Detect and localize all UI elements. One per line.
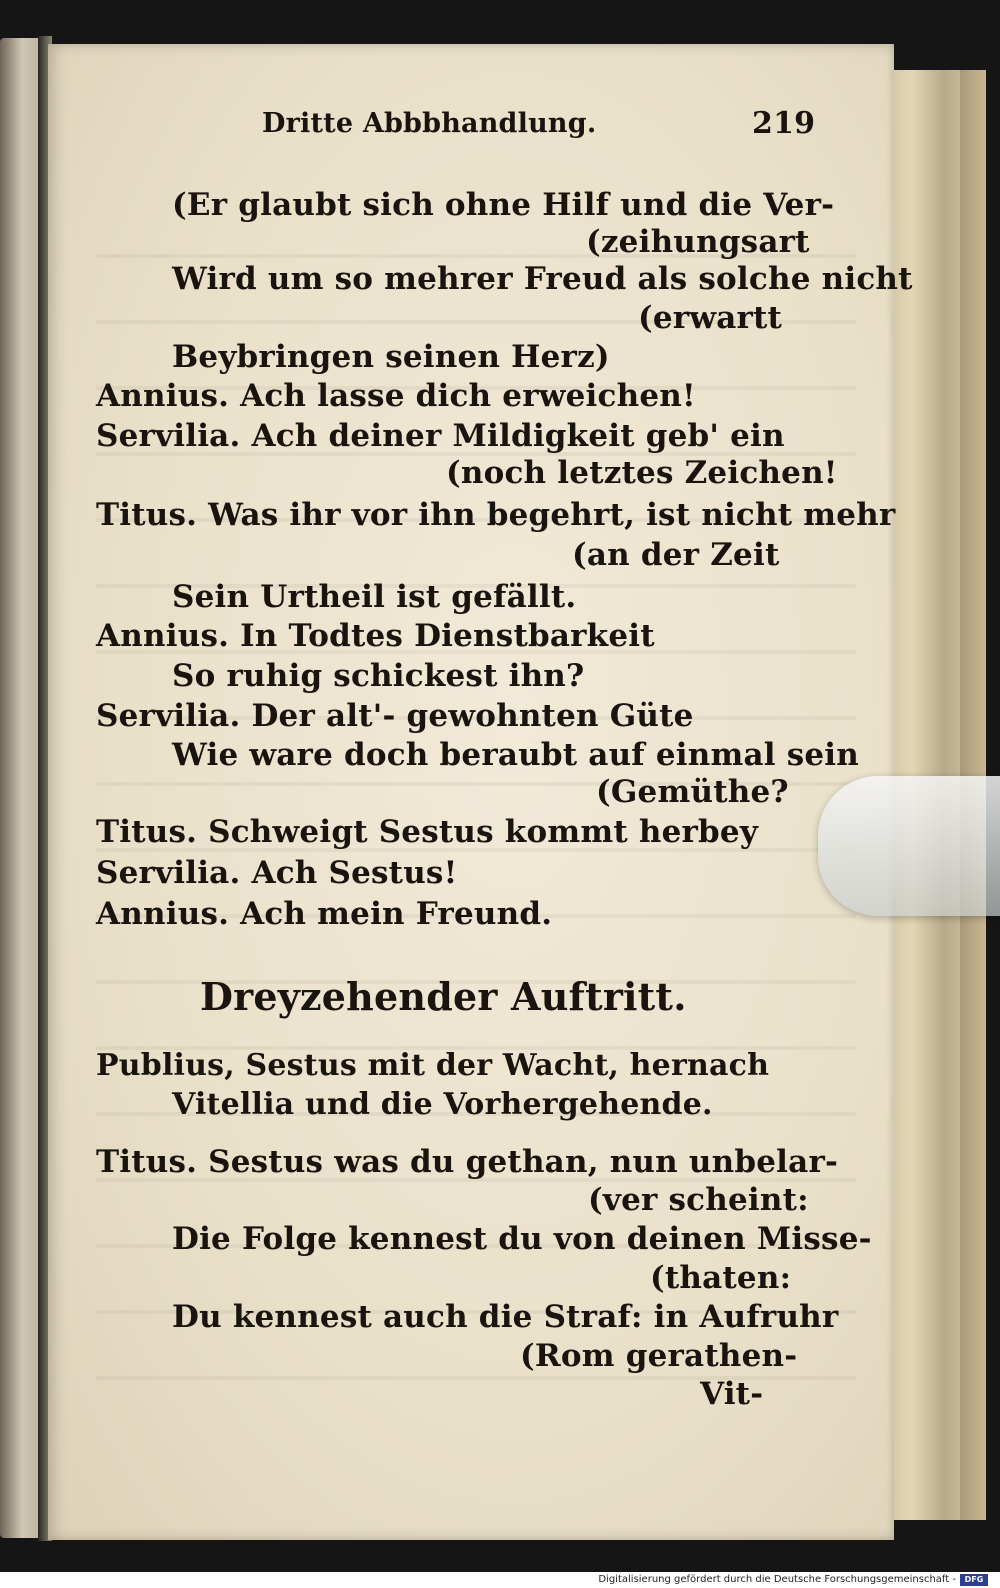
verse-line: (an der Zeit — [572, 537, 780, 573]
speaker-line: Titus. Schweigt Sestus kommt herbey — [96, 814, 759, 850]
speaker-line: Annius. Ach lasse dich erweichen! — [96, 378, 696, 414]
verse-line: (thaten: — [650, 1260, 792, 1296]
verse-line: So ruhig schickest ihn? — [172, 658, 585, 694]
scene-heading: Dreyzehender Auftritt. — [200, 974, 687, 1019]
catchword: Vit- — [700, 1376, 764, 1412]
verse-line: Sein Urtheil ist gefällt. — [172, 579, 577, 615]
funding-credit: Digitalisierung gefördert durch die Deutsche Forschungsgemeinschaft - — [598, 1574, 956, 1585]
verse-line: Beybringen seinen Herz) — [172, 339, 610, 375]
speaker-line: Servilia. Ach Sestus! — [96, 855, 458, 891]
verse-line: (erwartt — [638, 300, 783, 336]
verse-line: (Gemüthe? — [596, 774, 789, 810]
speaker-line: Titus. Was ihr vor ihn begehrt, ist nicht mehr — [96, 497, 896, 533]
verse-line: Wird um so mehrer Freud als solche nicht — [172, 261, 913, 297]
verse-line: (ver scheint: — [588, 1182, 809, 1218]
verse-line: (Rom gerathen- — [520, 1338, 798, 1374]
speaker-line: Annius. Ach mein Freund. — [96, 896, 553, 932]
page-number: 219 — [752, 106, 816, 141]
verse-line: Du kennest auch die Straf: in Aufruhr — [172, 1299, 839, 1335]
verse-line: (zeihungsart — [586, 224, 810, 260]
verse-line: Die Folge kennest du von deinen Misse- — [172, 1221, 872, 1257]
speaker-line: Titus. Sestus was du gethan, nun unbelar- — [96, 1144, 839, 1180]
running-head: Dritte Abbbhandlung. — [262, 108, 597, 139]
speaker-line: Servilia. Ach deiner Mildigkeit geb' ein — [96, 418, 785, 454]
speaker-line: Servilia. Der alt'- gewohnten Güte — [96, 698, 694, 734]
verse-line: Wie ware doch beraubt auf einmal sein — [172, 737, 860, 773]
stage-direction: Vitellia und die Vorhergehende. — [172, 1087, 713, 1122]
dfg-logo: DFG — [960, 1574, 988, 1586]
stage-direction: Publius, Sestus mit der Wacht, hernach — [96, 1048, 770, 1083]
verse-line: (Er glaubt sich ohne Hilf und die Ver- — [172, 187, 835, 223]
verse-line: (noch letztes Zeichen! — [446, 455, 838, 491]
digitization-footer — [0, 1572, 1000, 1588]
speaker-line: Annius. In Todtes Dienstbarkeit — [96, 618, 655, 654]
